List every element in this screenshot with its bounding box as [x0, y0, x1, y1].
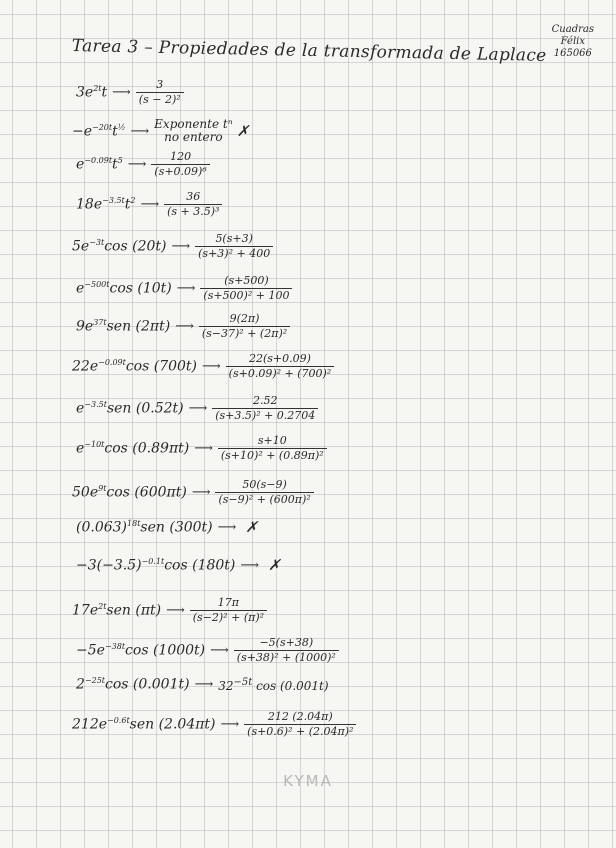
- time-function: $3e^{2t}t$: [76, 84, 108, 101]
- laplace-fraction: [199, 312, 290, 341]
- denominator: (s+3.5)² + 0.2704: [212, 408, 318, 423]
- arrow-icon: ⟶: [188, 401, 208, 416]
- result-text: [218, 676, 328, 693]
- laplace-fraction: [136, 78, 184, 107]
- page-title: Tarea 3 – Propiedades de la transformada de Laplace: [71, 36, 547, 66]
- denominator: (s+10)² + (0.89π)²: [218, 448, 327, 463]
- transform-row: [72, 596, 267, 625]
- arrow-icon: ⟶: [166, 603, 185, 618]
- result-text: [154, 118, 232, 144]
- result-line: no entero: [164, 130, 223, 144]
- numerator: 3: [156, 78, 164, 91]
- laplace-fraction: [215, 478, 313, 507]
- time-function: $18e^{-3.5t}t^2$: [76, 196, 136, 213]
- arrow-icon: ⟶: [130, 123, 150, 139]
- numerator: 36: [186, 190, 201, 203]
- numerator: 22(s+0.09): [248, 352, 311, 365]
- denominator: (s − 2)²: [136, 92, 184, 107]
- numerator: 50(s−9): [242, 478, 287, 491]
- denominator: (s + 3.5)³: [164, 204, 222, 219]
- transform-row: [76, 150, 210, 179]
- transform-row: [72, 710, 356, 739]
- arrow-icon: ⟶: [175, 319, 194, 334]
- laplace-fraction: [226, 352, 335, 381]
- numerator: 5(s+3): [215, 232, 253, 245]
- arrow-icon: ⟶: [176, 281, 196, 296]
- arrow-icon: ⟶: [112, 85, 131, 100]
- transform-row: [76, 434, 327, 463]
- numerator: 2.52: [253, 394, 278, 407]
- time-function: $50e^{9t}\cos$ (600πt): [72, 484, 187, 501]
- transform-row: [76, 78, 184, 107]
- author-block: [552, 24, 594, 60]
- transform-row: [76, 394, 318, 423]
- denominator: (s+0.09)² + (700)²: [226, 366, 335, 381]
- author-name: Félix: [560, 36, 585, 47]
- time-function: $9e^{37t}sen$ (2πt): [76, 318, 171, 335]
- time-function: $e^{-0.09t}t^5$: [76, 156, 123, 173]
- arrow-icon: ⟶: [127, 157, 147, 172]
- denominator: (s+500)² + 100: [200, 288, 292, 303]
- time-function: $e^{-3.5t}sen$ (0.52t): [76, 400, 184, 417]
- watermark: KYMA: [283, 772, 333, 790]
- time-function: $212e^{-0.6t}sen$ (2.04πt): [72, 716, 216, 733]
- laplace-fraction: [195, 232, 273, 261]
- laplace-fraction: [234, 636, 339, 665]
- time-function: $e^{-10t}\cos$ (0.89πt): [76, 440, 190, 457]
- transform-row: [72, 352, 334, 381]
- arrow-icon: ⟶: [194, 441, 213, 456]
- laplace-fraction: [218, 434, 327, 463]
- author-surname: Cuadras: [551, 24, 594, 35]
- transform-row: [76, 556, 281, 574]
- transform-row: [72, 478, 314, 507]
- numerator: −5(s+38): [259, 636, 314, 649]
- denominator: (s+38)² + (1000)²: [234, 650, 339, 665]
- time-function: $-3(-3.5)^{-0.1t}\cos$ (180t): [76, 556, 236, 574]
- result-line: Exponente tⁿ: [154, 117, 233, 131]
- denominator: (s−37)² + (2π)²: [199, 326, 290, 341]
- transform-row: [76, 274, 292, 303]
- transform-row: [72, 232, 273, 261]
- denominator: (s+0.09)⁶: [151, 164, 209, 179]
- transform-row: [76, 518, 258, 536]
- time-function: $2^{-25t}\cos$ (0.001t): [76, 676, 190, 693]
- time-function: $5e^{-3t}\cos$ (20t): [72, 238, 167, 255]
- laplace-fraction: [244, 710, 356, 739]
- arrow-icon: ⟶: [191, 485, 211, 500]
- arrow-icon: ⟶: [171, 239, 191, 254]
- denominator: (s+3)² + 400: [195, 246, 273, 261]
- result-line: $32^{-5t}$ cos (0.001t): [218, 677, 329, 693]
- transform-row: [76, 312, 290, 341]
- transform-row: [72, 118, 249, 144]
- arrow-icon: ⟶: [194, 677, 214, 692]
- author-id: 165066: [553, 48, 592, 59]
- cross-mark-icon: ✗: [245, 518, 258, 536]
- time-function: $-e^{-20t}t^{\frac{1}{2}}$: [72, 122, 126, 140]
- numerator: 9(2π): [229, 312, 260, 325]
- transform-row: [76, 190, 222, 219]
- cross-mark-icon: ✗: [236, 122, 250, 140]
- time-function: $e^{-500t}\cos$ (10t): [76, 280, 172, 297]
- laplace-fraction: [212, 394, 318, 423]
- transform-row: [76, 636, 339, 665]
- time-function: $(0.063)^{18t}sen$ (300t): [76, 518, 213, 536]
- time-function: $22e^{-0.09t}\cos$ (700t): [72, 358, 198, 375]
- denominator: (s−2)² + (π)²: [190, 610, 267, 625]
- denominator: (s+0.6)² + (2.04π)²: [244, 724, 356, 739]
- time-function: $-5e^{-38t}\cos$ (1000t): [76, 642, 206, 659]
- arrow-icon: ⟶: [220, 717, 240, 732]
- time-function: $17e^{2t}sen$ (πt): [72, 602, 162, 619]
- transform-row: [76, 676, 329, 693]
- numerator: 212 (2.04π): [267, 710, 333, 723]
- arrow-icon: ⟶: [240, 557, 260, 573]
- arrow-icon: ⟶: [202, 359, 221, 374]
- denominator: (s−9)² + (600π)²: [215, 492, 313, 507]
- numerator: 17π: [217, 596, 240, 609]
- arrow-icon: ⟶: [217, 519, 237, 535]
- numerator: 120: [170, 150, 192, 163]
- laplace-fraction: [200, 274, 292, 303]
- laplace-fraction: [164, 190, 222, 219]
- numerator: s+10: [257, 434, 287, 447]
- numerator: (s+500): [224, 274, 269, 287]
- laplace-fraction: [151, 150, 209, 179]
- cross-mark-icon: ✗: [268, 556, 281, 574]
- arrow-icon: ⟶: [210, 643, 229, 658]
- arrow-icon: ⟶: [140, 197, 160, 212]
- laplace-fraction: [190, 596, 267, 625]
